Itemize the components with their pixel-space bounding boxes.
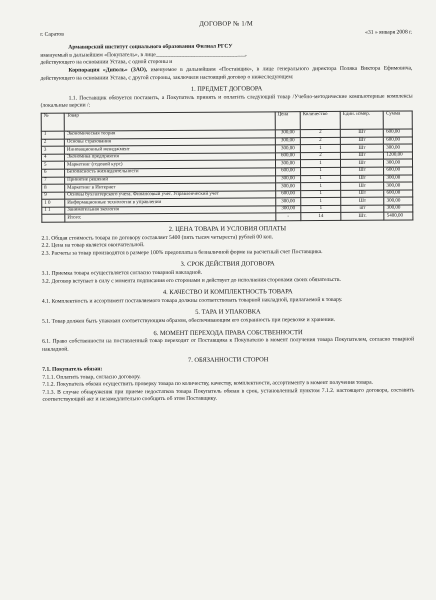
section-6-heading: 6. МОМЕНТ ПЕРЕХОДА ПРАВА СОБСТВЕННОСТИ	[153, 328, 303, 337]
cell-price: 600,00	[275, 152, 300, 160]
cell-number: 4	[41, 154, 64, 162]
cell-sum: 5400,00	[384, 212, 413, 220]
document-title: ДОГОВОР № 1/М	[199, 20, 254, 28]
cell-product: Экономическая теория	[64, 130, 275, 139]
clause-4-1: 4.1. Комплектность и ассортимент поставляемого товара должны соответствовать товарной накладной, прилагаемой к товару.	[41, 296, 343, 305]
cell-number: 9	[42, 192, 65, 200]
cell-number: 5	[41, 161, 64, 169]
contract-date: «31 » января 2008 г.	[365, 29, 413, 36]
cell-price: 300,00	[276, 206, 301, 214]
cell-price: 300,00	[275, 145, 300, 153]
cell-number: 3	[41, 146, 64, 154]
clause-3-1: 3.1. Приемка товара осуществляется согласно товарной накладной.	[41, 269, 203, 277]
cell-unit: шт	[341, 205, 384, 213]
cell-price: 300,00	[275, 175, 300, 183]
party2-paragraph	[40, 65, 412, 82]
header-unit: Един. измер.	[340, 111, 383, 129]
cell-number	[42, 215, 65, 223]
cell-product: Основы страхования	[64, 137, 275, 146]
cell-product: Итого:	[65, 213, 276, 222]
cell-sum: 1200,00	[384, 152, 413, 160]
cell-quantity: 14	[301, 213, 341, 221]
cell-number: 8	[42, 184, 65, 192]
city: г. Саратов	[40, 31, 64, 38]
cell-sum: 300,00	[384, 159, 413, 167]
section-2-heading: 2. ЦЕНА ТОВАРА И УСЛОВИЯ ОПЛАТЫ	[168, 225, 287, 234]
cell-sum: 300,00	[384, 182, 413, 190]
cell-product: Экономика предприятия	[64, 153, 275, 162]
cell-number: 1 1	[42, 207, 65, 215]
goods-table-body	[41, 129, 413, 222]
clause-2-3: 2.3. Расчеты за товар производятся в размере 100% предоплаты в безналичной форме на расчетный счет Поставщика.	[41, 248, 323, 257]
cell-unit: Шт	[340, 129, 383, 137]
header-number: №	[41, 113, 64, 131]
cell-unit: Шт	[341, 182, 384, 190]
header-quantity: Количество	[300, 111, 340, 129]
section-3-heading: 3. СРОК ДЕЙСТВИЯ ДОГОВОРА	[180, 260, 275, 269]
cell-price: 600,00	[275, 190, 300, 198]
cell-price: 600,00	[275, 168, 300, 176]
cell-product: Информационные технологии в управлении	[65, 198, 276, 207]
cell-quantity: 2	[300, 137, 340, 145]
cell-quantity: 2	[300, 129, 340, 137]
cell-number: 1 0	[42, 199, 65, 207]
cell-quantity: 2	[300, 152, 340, 160]
cell-product: Безопасность жизнедеятельности	[65, 168, 276, 177]
cell-product: Инновационный менеджмент	[64, 145, 275, 154]
cell-number: 1	[41, 131, 64, 139]
party1-line2: действующего на основании Устава, с одной стороны и	[40, 59, 173, 67]
cell-unit: Шт.	[341, 213, 384, 221]
cell-product: Маркетинг (годовой курс)	[64, 160, 275, 169]
clause-1-1: 1.1. Поставщик обязуется поставить, а Покупатель принять и оплатить следующий товар /Учебно-методические компьютерные комплексы (локальные версии /:	[40, 93, 413, 110]
cell-number: 7	[42, 177, 65, 185]
section-4-heading: 4. КАЧЕСТВО И КОМПЛЕКТНОСТЬ ТОВАРА	[162, 288, 293, 297]
cell-price: 300,00	[275, 130, 300, 138]
party1-name: Армавирский институт социального образования Филиал РГСУ	[68, 43, 233, 51]
cell-unit: Шт	[340, 137, 383, 145]
cell-quantity: 1	[301, 167, 341, 175]
party1-line: именуемый в дальнейшем «Покупатель», в лице________________________________,	[40, 51, 247, 59]
cell-sum: 300,00	[384, 197, 413, 205]
cell-unit: Шт	[341, 152, 384, 160]
cell-sum: 600,00	[384, 190, 413, 198]
cell-quantity: 1	[300, 160, 340, 168]
cell-price: 300,00	[275, 183, 300, 191]
cell-quantity: 1	[301, 175, 341, 183]
cell-product: Маркетинг в Интернет	[65, 183, 276, 192]
section-5-heading: 5. ТАРА И УПАКОВКА	[195, 308, 261, 317]
cell-product: Принятие решений	[65, 175, 276, 184]
cell-sum: 300,00	[384, 174, 413, 182]
goods-table-header	[41, 111, 412, 131]
cell-quantity: 1	[301, 198, 341, 206]
header-price: Цена	[275, 112, 300, 130]
header-sum: Сумма	[384, 111, 413, 129]
cell-sum: 600,00	[384, 129, 413, 137]
cell-quantity: 1	[301, 205, 341, 213]
goods-table	[41, 110, 414, 222]
cell-unit: Шт	[341, 159, 384, 167]
clause-6-1: 6.1. Право собственности на поставленный товар переходит от Поставщика к Покупателю в момент получения товара Покупателем, согласно товарной накладной.	[42, 336, 415, 353]
party2-name: Корпорация «Диполь» (ЗАО),	[68, 67, 148, 74]
table-row	[42, 212, 413, 222]
cell-price: 300,00	[275, 160, 300, 168]
cell-unit: Шт	[341, 190, 384, 198]
cell-product: Занимательная экология	[65, 206, 276, 215]
clause-7-1-heading: 7.1. Покупатель обязан:	[42, 366, 103, 373]
cell-price: -	[276, 213, 301, 221]
cell-sum: 300,00	[384, 205, 413, 213]
cell-sum: 300,00	[384, 144, 413, 152]
cell-sum: 600,00	[384, 167, 413, 175]
clause-7-1-2: 7.1.2. Покупатель обязан осуществить проверку товара по количеству, качеству, комплектности, ассортименту в момент получения товара.	[42, 379, 373, 388]
cell-price: 300,00	[275, 137, 300, 145]
clause-7-1-3: 7.1.3. В случае обнаружения при приеме недостатков товара Покупатель обязан в срок, установленный пунктом 7.1.2. настоящего договора, составить соответствующий акт и незамедлительно сообщить об этом Поставщику.	[42, 387, 415, 404]
clause-2-1: 2.1. Общая стоимость товара по договору составляет 5400 (пять тысяч четыреста) рублей 00 коп.	[41, 233, 274, 242]
cell-quantity: 1	[301, 183, 341, 191]
cell-price: 300,00	[276, 198, 301, 206]
section-7-heading: 7. ОБЯЗАННОСТИ СТОРОН	[187, 356, 269, 365]
party2-rest: именуемое в дальнейшем «Поставщик», в лице генерального директора Поляка Виктора Ефимовича, действующего на основании Устава, с другой стороны, заключили настоящий договор о нижеследующем:	[40, 65, 413, 82]
place-date-line	[40, 29, 412, 39]
cell-number: 2	[41, 139, 64, 147]
cell-number: 6	[42, 169, 65, 177]
cell-product: Основы бухгалтерского учета. Финансовый учет. Управленческий учет	[65, 191, 276, 200]
cell-unit: Шт	[341, 197, 384, 205]
cell-sum: 600,00	[384, 137, 413, 145]
clause-2-2: 2.2. Цена на товар является окончательной.	[41, 242, 145, 250]
cell-quantity: 1	[300, 145, 340, 153]
header-product: Товар	[64, 112, 275, 131]
clause-5-1: 5.1. Товар должен быть упакован соответствующим образом, обеспечивающим его сохранность при перевозке и хранении.	[41, 316, 336, 325]
clause-7-1-1: 7.1.1. Оплатить товар, согласно договору.	[42, 373, 141, 381]
cell-quantity: 1	[301, 190, 341, 198]
cell-unit: Шт	[341, 175, 384, 183]
section-1-heading: 1. ПРЕДМЕТ ДОГОВОРА	[190, 85, 263, 93]
cell-unit: Шт	[341, 167, 384, 175]
cell-unit: Шт	[340, 144, 383, 152]
clause-3-2: 3.2. Договор вступает в силу с момента подписания его сторонами и действует до исполнения сторонами своих обязательств.	[41, 276, 341, 285]
